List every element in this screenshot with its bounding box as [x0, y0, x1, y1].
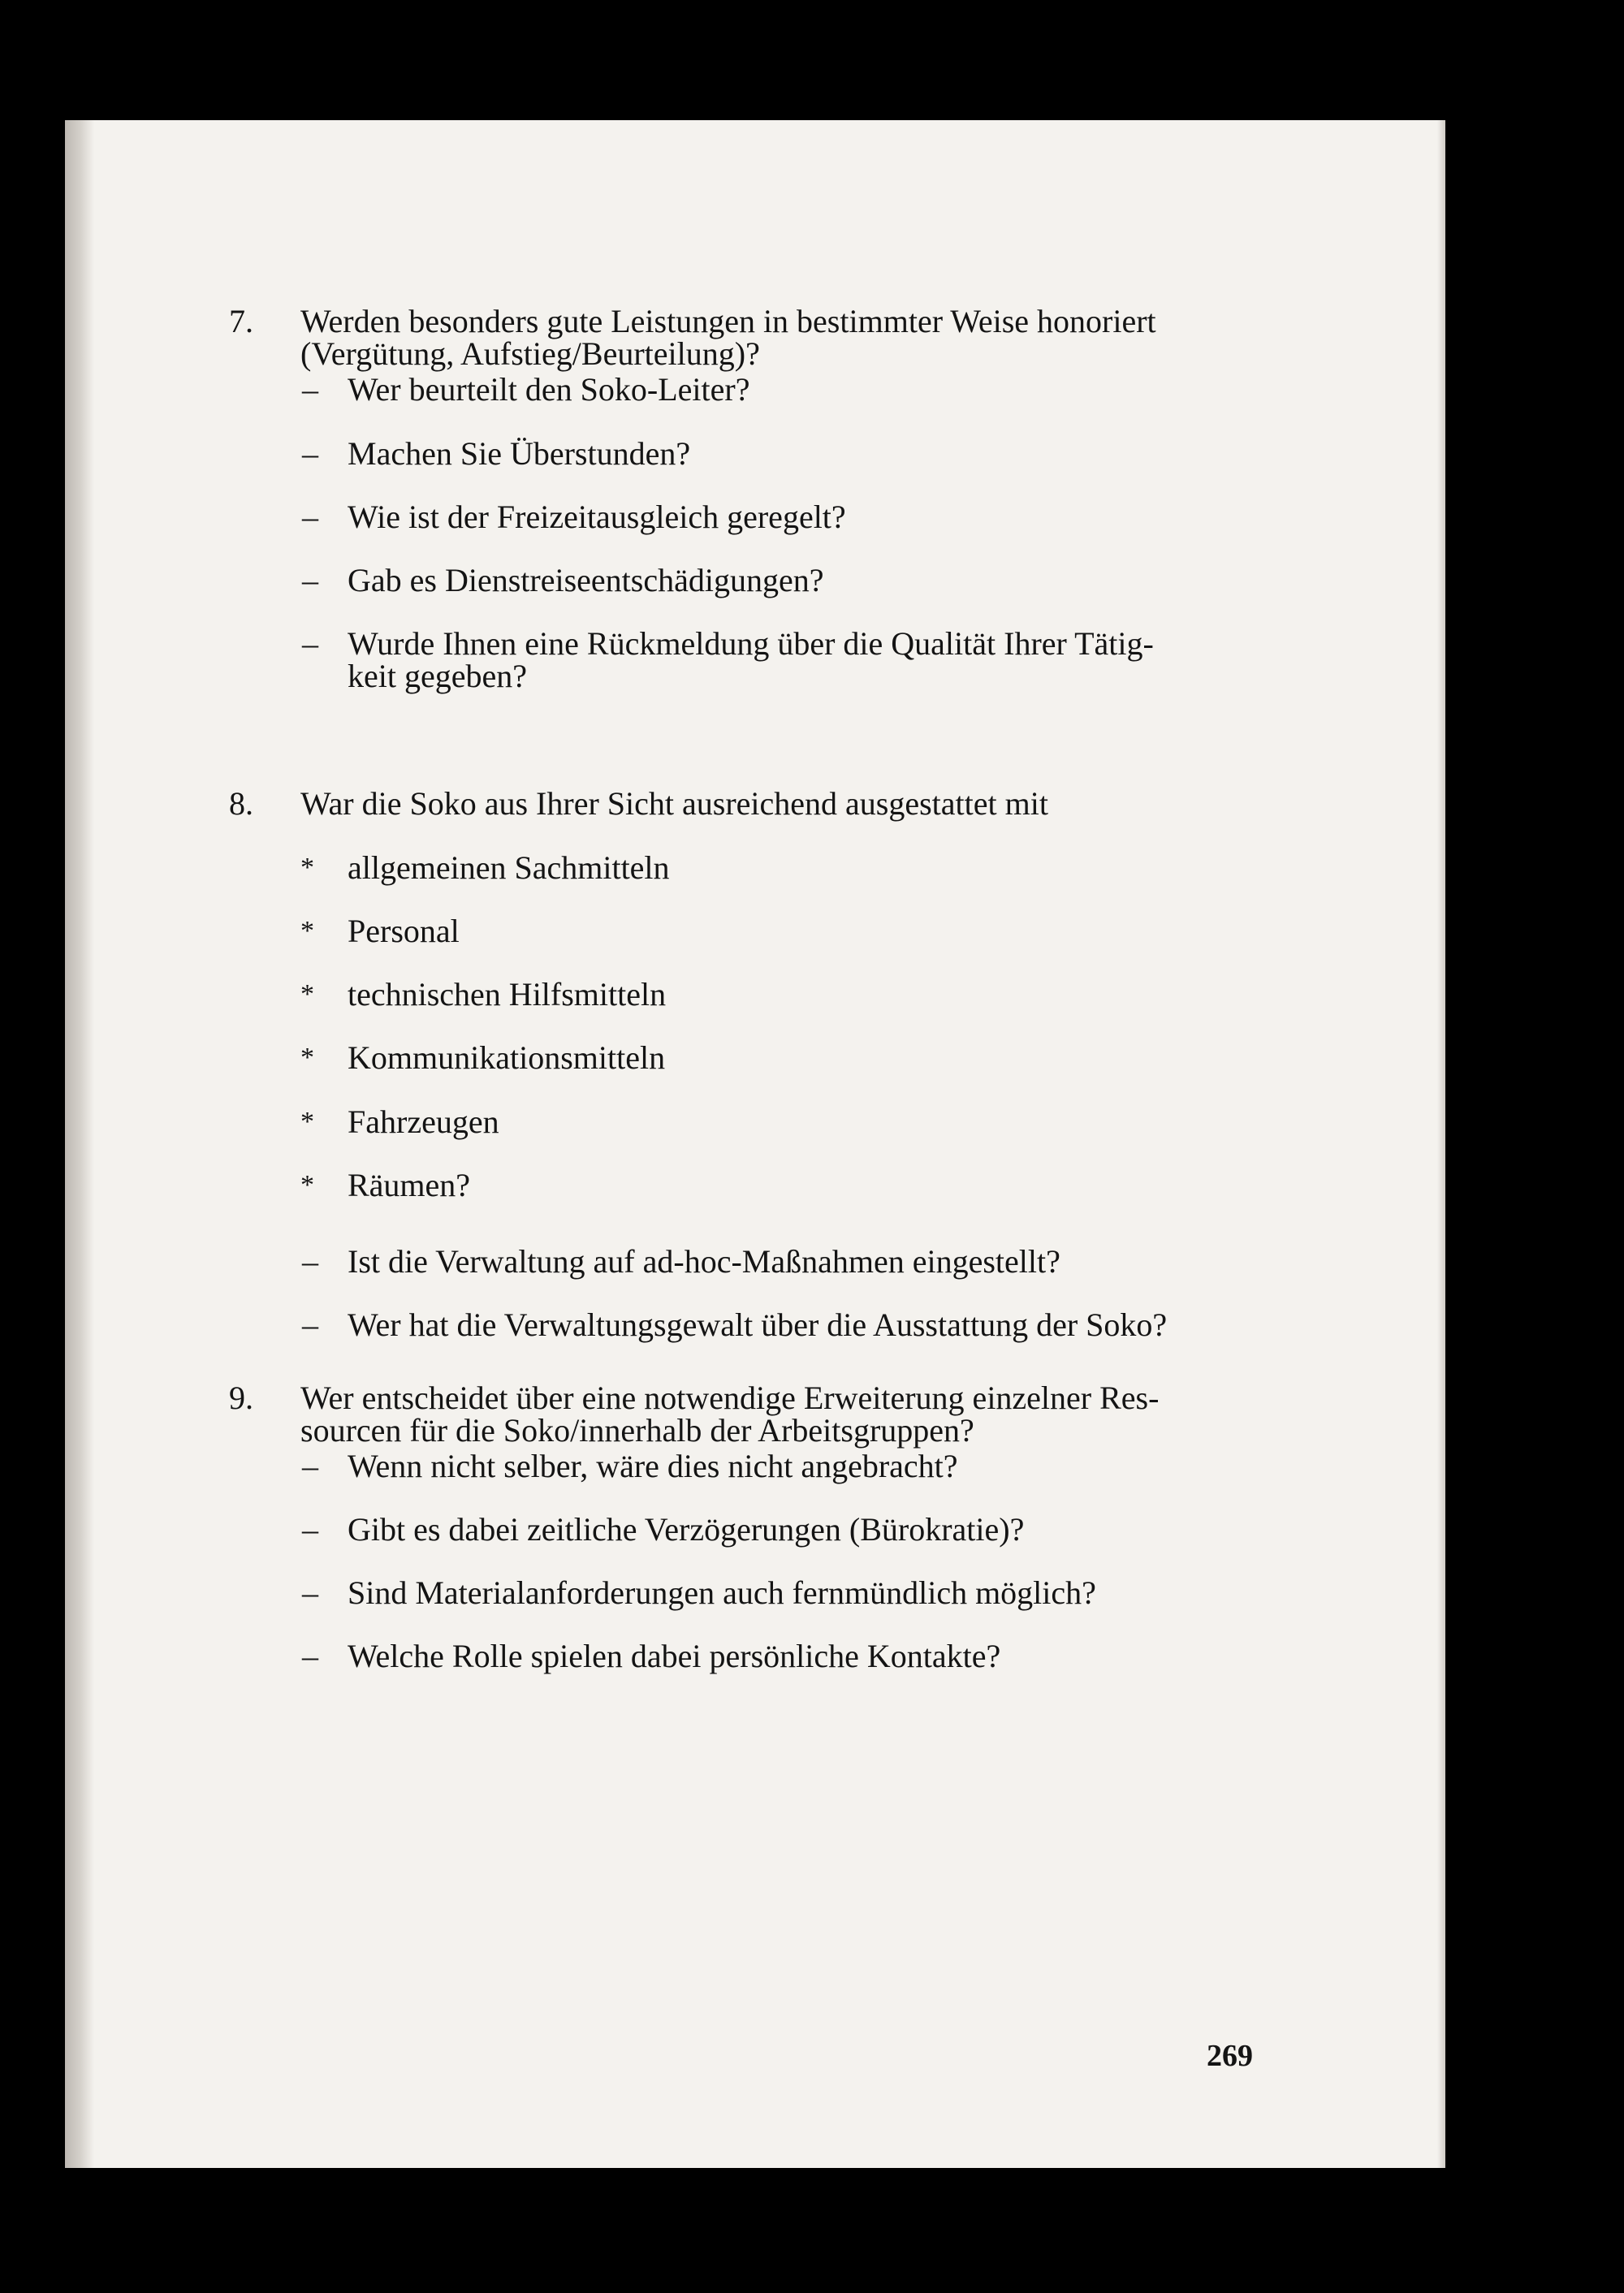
- list-item-text: Wenn nicht selber, wäre dies nicht angebracht?: [348, 1448, 958, 1484]
- list-item-text: Welche Rolle spielen dabei persönliche Kontakte?: [348, 1638, 1001, 1674]
- list-item: [65, 1444, 1445, 1489]
- question-text-line: War die Soko aus Ihrer Sicht ausreichend ausgestattet mit: [300, 785, 1048, 822]
- list-item-text: allgemeinen Sachmitteln: [348, 849, 670, 886]
- list-item: [65, 909, 1445, 954]
- question-text-line: sourcen für die Soko/innerhalb der Arbeitsgruppen?: [300, 1412, 974, 1449]
- list-item-text: Ist die Verwaltung auf ad-hoc-Maßnahmen eingestellt?: [348, 1243, 1060, 1280]
- dash-marker: –: [302, 1448, 318, 1484]
- list-item: [65, 1099, 1445, 1145]
- book-page: [65, 120, 1445, 2168]
- list-item-text: Wer beurteilt den Soko-Leiter?: [348, 371, 750, 408]
- asterisk-marker: *: [300, 916, 314, 946]
- question-number: 8.: [229, 785, 253, 822]
- list-item-text: Wer hat die Verwaltungsgewalt über die Ausstattung der Soko?: [348, 1306, 1168, 1343]
- list-item-text: technischen Hilfsmitteln: [348, 976, 667, 1013]
- list-item: [65, 972, 1445, 1017]
- list-item: [65, 1634, 1445, 1679]
- list-item: [65, 1163, 1445, 1208]
- dash-marker: –: [302, 562, 318, 598]
- question-number: 7.: [229, 303, 253, 339]
- dash-marker: –: [302, 1306, 318, 1343]
- asterisk-marker: *: [300, 979, 314, 1009]
- list-item: [65, 1302, 1445, 1348]
- dash-marker: –: [302, 625, 318, 662]
- list-item: [65, 1507, 1445, 1552]
- dash-marker: –: [302, 371, 318, 408]
- page-number: 269: [1207, 2039, 1253, 2073]
- question-text-line: (Vergütung, Aufstieg/Beurteilung)?: [300, 335, 760, 372]
- page-content: [65, 120, 1445, 2168]
- list-item-text: Wurde Ihnen eine Rückmeldung über die Qualität Ihrer Tätig-: [348, 625, 1154, 662]
- dash-marker: –: [302, 1243, 318, 1280]
- list-item: [65, 1570, 1445, 1616]
- list-item-text: Machen Sie Überstunden?: [348, 435, 691, 472]
- dash-marker: –: [302, 1574, 318, 1611]
- asterisk-marker: *: [300, 1170, 314, 1200]
- list-item: [65, 1035, 1445, 1081]
- dash-marker: –: [302, 499, 318, 535]
- dash-marker: –: [302, 1511, 318, 1548]
- list-item-text: Gab es Dienstreiseentschädigungen?: [348, 562, 824, 598]
- list-item: [65, 1239, 1445, 1285]
- list-item: [65, 431, 1445, 477]
- list-item-text: Fahrzeugen: [348, 1103, 499, 1140]
- asterisk-marker: *: [300, 1043, 314, 1073]
- list-item-text: Sind Materialanforderungen auch fernmündlich möglich?: [348, 1574, 1096, 1611]
- list-item: [65, 558, 1445, 603]
- list-item-text: Wie ist der Freizeitausgleich geregelt?: [348, 499, 846, 535]
- list-item: [65, 845, 1445, 891]
- list-item: [65, 494, 1445, 540]
- list-item-text: Kommunikationsmitteln: [348, 1039, 666, 1076]
- asterisk-marker: *: [300, 853, 314, 883]
- dash-marker: –: [302, 1638, 318, 1674]
- question-number: 9.: [229, 1380, 253, 1416]
- question-text-line: Wer entscheidet über eine notwendige Erweiterung einzelner Res-: [300, 1380, 1160, 1416]
- dash-marker: –: [302, 435, 318, 472]
- list-item: [65, 367, 1445, 412]
- list-item-text: keit gegeben?: [348, 658, 527, 694]
- list-item-text: Personal: [348, 913, 460, 949]
- list-item-text: Räumen?: [348, 1167, 471, 1203]
- list-item-text: Gibt es dabei zeitliche Verzögerungen (Bürokratie)?: [348, 1511, 1025, 1548]
- list-item: [65, 621, 1445, 712]
- question-text-line: Werden besonders gute Leistungen in bestimmter Weise honoriert: [300, 303, 1156, 339]
- asterisk-marker: *: [300, 1107, 314, 1137]
